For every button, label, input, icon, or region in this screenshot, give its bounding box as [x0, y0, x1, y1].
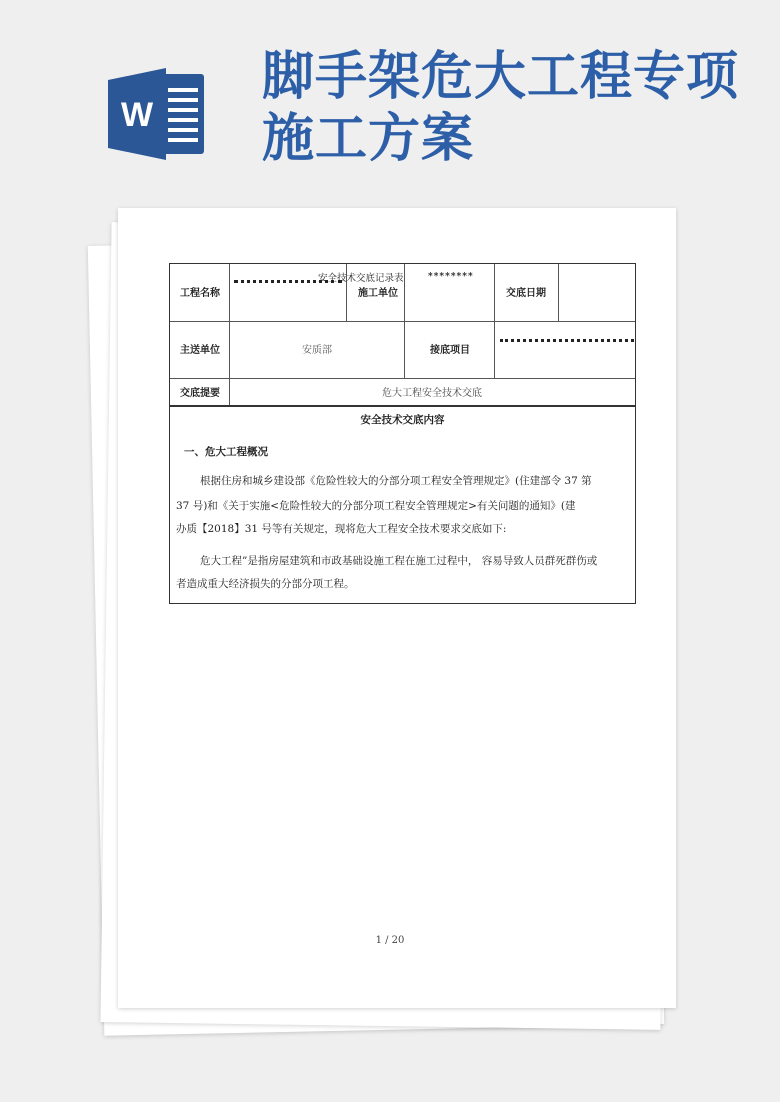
sender-value: 安质部: [302, 345, 332, 356]
col-divider: [494, 264, 495, 378]
row-divider: [170, 321, 635, 322]
paragraph-line: 37 号)和《关于实施<危险性较大的分部分项工程安全管理规定>有关问题的通知》(建: [176, 500, 576, 512]
label-sender: 主送单位: [180, 345, 220, 356]
col-divider: [229, 264, 230, 405]
contractor-value: ********: [428, 272, 474, 282]
section-title: 一、危大工程概况: [184, 446, 268, 458]
label-date: 交底日期: [506, 288, 546, 299]
label-summary: 交底提要: [180, 388, 220, 399]
label-contractor: 施工单位: [358, 288, 398, 299]
paragraph-line: 根据住房和城乡建设部《危险性较大的分部分项工程安全管理规定》(住建部令 37 第: [200, 475, 592, 487]
page-title: 脚手架危大工程专项施工方案: [262, 47, 740, 169]
col-divider: [558, 264, 559, 321]
receive-item-blank: [500, 339, 634, 342]
paragraph-line: 危大工程”是指房屋建筑和市政基础设施工程在施工过程中， 容易导致人员群死群伤或: [200, 555, 598, 567]
paragraph-line: 办质【2018】31 号等有关规定，现将危大工程安全技术要求交底如下:: [176, 523, 507, 535]
page-number: 1 / 20: [375, 935, 405, 946]
row-divider: [170, 378, 635, 379]
label-receive-item: 接底项目: [430, 345, 470, 356]
disclosure-form: [169, 263, 636, 604]
summary-value: 危大工程安全技术交底: [382, 388, 482, 399]
word-icon: [108, 68, 208, 160]
svg-text:W: W: [120, 96, 154, 134]
form-title: 安全技术交底记录表: [318, 273, 404, 284]
label-project-name: 工程名称: [180, 288, 220, 299]
content-heading: 安全技术交底内容: [360, 414, 445, 426]
row-divider: [170, 405, 635, 407]
paragraph-line: 者造成重大经济损失的分部分项工程。: [176, 578, 355, 590]
col-divider: [404, 264, 405, 378]
